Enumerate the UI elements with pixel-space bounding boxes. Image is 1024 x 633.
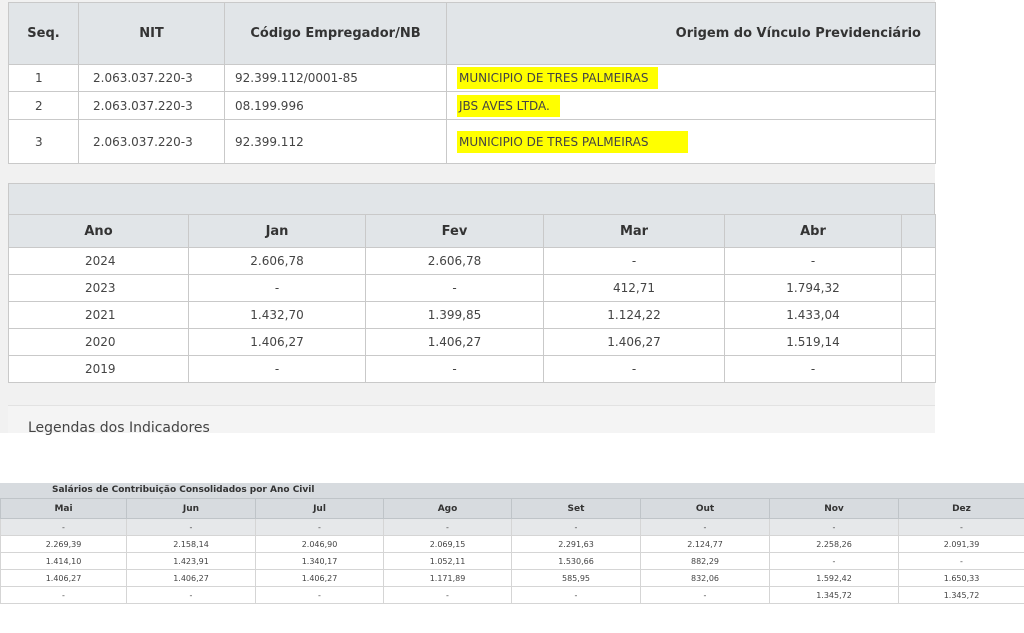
col-jul: Jul xyxy=(256,499,384,519)
cell: 1.345,72 xyxy=(899,587,1024,604)
cell-ano: 2019 xyxy=(9,356,189,383)
cell: 1.650,33 xyxy=(899,570,1024,587)
cell-origem xyxy=(447,65,936,92)
cell: 1.406,27 xyxy=(127,570,256,587)
col-mai: Mai xyxy=(1,499,127,519)
cell: 1.423,91 xyxy=(127,553,256,570)
cell: 2.291,63 xyxy=(512,536,641,553)
cell: - xyxy=(127,519,256,536)
col-jan: Jan xyxy=(189,215,366,248)
cell-origem xyxy=(447,120,936,164)
cell: - xyxy=(1,519,127,536)
table-row[interactable] xyxy=(1,536,1024,553)
cell: - xyxy=(770,553,899,570)
cell: - xyxy=(899,553,1024,570)
cell-fev: 2.606,78 xyxy=(366,248,544,275)
salarios-bottom-table xyxy=(0,498,1024,604)
cell: - xyxy=(256,519,384,536)
salarios-bottom-title: Salários de Contribuição Consolidados por Ano Civil xyxy=(0,483,1024,498)
col-mar: Mar xyxy=(544,215,725,248)
cell-codigo: 08.199.996 xyxy=(225,92,447,120)
highlight-mark: MUNICIPIO DE TRES PALMEIRAS xyxy=(457,131,688,153)
table-row[interactable] xyxy=(1,553,1024,570)
col-jun: Jun xyxy=(127,499,256,519)
cell: - xyxy=(770,519,899,536)
cell-mar: 1.124,22 xyxy=(544,302,725,329)
cell-codigo: 92.399.112/0001-85 xyxy=(225,65,447,92)
cell-fev: - xyxy=(366,275,544,302)
cell-mar: 1.406,27 xyxy=(544,329,725,356)
cell-extra xyxy=(902,275,936,302)
cell-codigo: 92.399.112 xyxy=(225,120,447,164)
col-ano: Ano xyxy=(9,215,189,248)
cell-origem xyxy=(447,92,936,120)
table-row[interactable] xyxy=(9,65,936,92)
col-codigo: Código Empregador/NB xyxy=(225,3,447,65)
cell-fev: 1.406,27 xyxy=(366,329,544,356)
table-row[interactable] xyxy=(9,92,936,120)
cell-ano: 2023 xyxy=(9,275,189,302)
cell: - xyxy=(641,519,770,536)
cell-jan: 1.432,70 xyxy=(189,302,366,329)
cell-extra xyxy=(902,302,936,329)
cell: 1.052,11 xyxy=(384,553,512,570)
cell: 1.406,27 xyxy=(256,570,384,587)
cell: - xyxy=(256,587,384,604)
cell-nit: 2.063.037.220-3 xyxy=(79,120,225,164)
table-row[interactable] xyxy=(9,302,936,329)
salarios-bottom-header-row xyxy=(1,499,1024,519)
cell: 1.530,66 xyxy=(512,553,641,570)
cell-abr: 1.433,04 xyxy=(725,302,902,329)
cell: - xyxy=(1,587,127,604)
vinculos-table xyxy=(8,2,936,164)
table-row[interactable] xyxy=(9,356,936,383)
cell: 2.258,26 xyxy=(770,536,899,553)
cell: 585,95 xyxy=(512,570,641,587)
table-row[interactable] xyxy=(9,275,936,302)
cell: 1.406,27 xyxy=(1,570,127,587)
table-row[interactable] xyxy=(9,248,936,275)
highlight-mark: MUNICIPIO DE TRES PALMEIRAS xyxy=(457,67,658,89)
vinculos-header-row xyxy=(9,3,936,65)
cell-extra xyxy=(902,248,936,275)
col-fev: Fev xyxy=(366,215,544,248)
cell-jan: - xyxy=(189,356,366,383)
cell: 2.046,90 xyxy=(256,536,384,553)
cell-abr: 1.519,14 xyxy=(725,329,902,356)
col-seq: Seq. xyxy=(9,3,79,65)
cell-fev: - xyxy=(366,356,544,383)
table-row[interactable] xyxy=(9,120,936,164)
cell: 1.414,10 xyxy=(1,553,127,570)
cell-extra xyxy=(902,329,936,356)
table-row[interactable] xyxy=(1,570,1024,587)
cell-ano: 2024 xyxy=(9,248,189,275)
cell: 1.340,17 xyxy=(256,553,384,570)
cell: 2.091,39 xyxy=(899,536,1024,553)
cell-extra xyxy=(902,356,936,383)
col-nov: Nov xyxy=(770,499,899,519)
table-row[interactable] xyxy=(9,329,936,356)
cell: 2.124,77 xyxy=(641,536,770,553)
col-ago: Ago xyxy=(384,499,512,519)
cell-nit: 2.063.037.220-3 xyxy=(79,65,225,92)
cell: 1.345,72 xyxy=(770,587,899,604)
col-abr: Abr xyxy=(725,215,902,248)
cell-seq: 3 xyxy=(9,120,79,164)
col-dez: Dez xyxy=(899,499,1024,519)
cell-fev: 1.399,85 xyxy=(366,302,544,329)
cell: 2.158,14 xyxy=(127,536,256,553)
col-out: Out xyxy=(641,499,770,519)
cell: - xyxy=(641,587,770,604)
cell-mar: 412,71 xyxy=(544,275,725,302)
cell: - xyxy=(384,519,512,536)
legendas-title: Legendas dos Indicadores xyxy=(28,420,210,436)
table-row[interactable] xyxy=(1,587,1024,604)
col-nit: NIT xyxy=(79,3,225,65)
cell: 2.069,15 xyxy=(384,536,512,553)
cell-jan: 1.406,27 xyxy=(189,329,366,356)
cell-jan: 2.606,78 xyxy=(189,248,366,275)
cell: - xyxy=(899,519,1024,536)
col-extra xyxy=(902,215,936,248)
cell-nit: 2.063.037.220-3 xyxy=(79,92,225,120)
cell: 1.592,42 xyxy=(770,570,899,587)
cell: - xyxy=(512,587,641,604)
cell-seq: 2 xyxy=(9,92,79,120)
legendas-section[interactable] xyxy=(8,405,935,436)
col-set: Set xyxy=(512,499,641,519)
cell-abr: 1.794,32 xyxy=(725,275,902,302)
cell-abr: - xyxy=(725,356,902,383)
cell-mar: - xyxy=(544,356,725,383)
cell: 882,29 xyxy=(641,553,770,570)
cell-mar: - xyxy=(544,248,725,275)
cell-ano: 2021 xyxy=(9,302,189,329)
salarios-top-header-row xyxy=(9,215,936,248)
highlight-mark: JBS AVES LTDA. xyxy=(457,95,560,117)
cell: 1.171,89 xyxy=(384,570,512,587)
cell: - xyxy=(384,587,512,604)
cell-ano: 2020 xyxy=(9,329,189,356)
cell: - xyxy=(512,519,641,536)
cell: - xyxy=(127,587,256,604)
salarios-top-title-bar xyxy=(8,183,935,215)
cell-abr: - xyxy=(725,248,902,275)
cell-seq: 1 xyxy=(9,65,79,92)
cell: 832,06 xyxy=(641,570,770,587)
cell: 2.269,39 xyxy=(1,536,127,553)
salarios-top-table xyxy=(8,214,936,383)
table-row[interactable] xyxy=(1,519,1024,536)
col-origem: Origem do Vínculo Previdenciário xyxy=(447,3,936,65)
cell-jan: - xyxy=(189,275,366,302)
